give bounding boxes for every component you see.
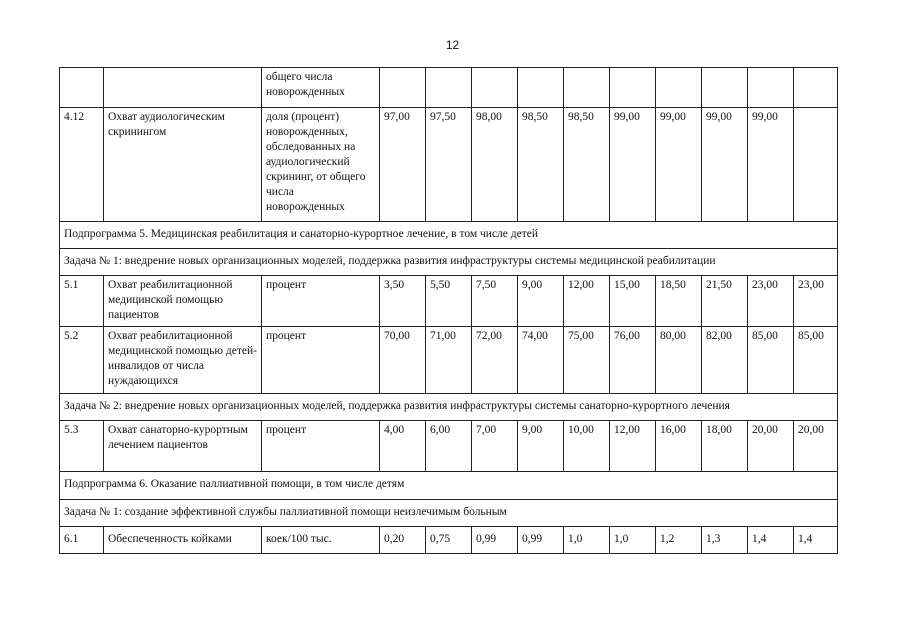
cell-value: 98,50 xyxy=(564,108,610,222)
cell-name: Охват санаторно-курортным лечением пациентов xyxy=(104,421,262,472)
cell-value: 7,50 xyxy=(472,276,518,327)
cell-value: 1,0 xyxy=(610,527,656,554)
subprogram-heading: Подпрограмма 6. Оказание паллиативной помощи, в том числе детям xyxy=(60,472,838,500)
cell-value: 0,75 xyxy=(426,527,472,554)
cell-value: 9,00 xyxy=(518,276,564,327)
cell-value: 18,50 xyxy=(656,276,702,327)
cell-num: 6.1 xyxy=(60,527,104,554)
section-row xyxy=(60,222,838,249)
cell-value: 0,99 xyxy=(472,527,518,554)
cell-value: 1,2 xyxy=(656,527,702,554)
cell-value: 20,00 xyxy=(794,421,838,472)
cell-value: 20,00 xyxy=(748,421,794,472)
table-row xyxy=(60,68,838,108)
cell-value: 99,00 xyxy=(748,108,794,222)
cell-value: 9,00 xyxy=(518,421,564,472)
cell-name: Охват реабилитационной медицинской помощью пациентов xyxy=(104,276,262,327)
cell-value: 76,00 xyxy=(610,327,656,394)
cell-value: 75,00 xyxy=(564,327,610,394)
cell-value: 0,99 xyxy=(518,527,564,554)
table-row xyxy=(60,108,838,222)
cell-value: 71,00 xyxy=(426,327,472,394)
cell-value: 1,3 xyxy=(702,527,748,554)
cell-value: 0,20 xyxy=(380,527,426,554)
cell-value: 99,00 xyxy=(610,108,656,222)
cell-value: 70,00 xyxy=(380,327,426,394)
cell-value: 85,00 xyxy=(748,327,794,394)
cell-value: 1,0 xyxy=(564,527,610,554)
cell-value: 1,4 xyxy=(794,527,838,554)
cell-num: 5.1 xyxy=(60,276,104,327)
section-row xyxy=(60,500,838,527)
table-row xyxy=(60,421,838,472)
cell-value: 98,50 xyxy=(518,108,564,222)
cell-value: 3,50 xyxy=(380,276,426,327)
cell-num: 5.2 xyxy=(60,327,104,394)
cell-value: 23,00 xyxy=(794,276,838,327)
cell-value: 72,00 xyxy=(472,327,518,394)
page-number: 12 xyxy=(445,38,460,52)
cell-num: 4.12 xyxy=(60,108,104,222)
cell-value: 12,00 xyxy=(610,421,656,472)
section-row xyxy=(60,249,838,276)
cell-value: 5,50 xyxy=(426,276,472,327)
cell-value: 97,50 xyxy=(426,108,472,222)
cell-value: 74,00 xyxy=(518,327,564,394)
cell-value: 6,00 xyxy=(426,421,472,472)
cell-name: Охват реабилитационной медицинской помощью детей-инвалидов от числа нуждающихся xyxy=(104,327,262,394)
cell-value: 18,00 xyxy=(702,421,748,472)
task-heading: Задача № 1: внедрение новых организационных моделей, поддержка развития инфраструктуры системы медицинской реабилитации xyxy=(60,249,838,276)
cell-value: 99,00 xyxy=(656,108,702,222)
cell-value: 4,00 xyxy=(380,421,426,472)
cell-value: 82,00 xyxy=(702,327,748,394)
cell-value: 80,00 xyxy=(656,327,702,394)
cell-unit: доля (процент) новорожденных, обследованных на аудиологический скрининг, от общего числа новорожденных xyxy=(262,108,380,222)
cell-unit: общего числа новорожденных xyxy=(262,68,380,108)
cell-name: Обеспеченность койками xyxy=(104,527,262,554)
cell-name: Охват аудиологическим скринингом xyxy=(104,108,262,222)
cell-unit: процент xyxy=(262,276,380,327)
cell-name xyxy=(104,68,262,108)
cell-value: 10,00 xyxy=(564,421,610,472)
cell-value: 23,00 xyxy=(748,276,794,327)
cell-value: 85,00 xyxy=(794,327,838,394)
section-row xyxy=(60,472,838,500)
cell-value: 15,00 xyxy=(610,276,656,327)
cell-value: 98,00 xyxy=(472,108,518,222)
task-heading: Задача № 2: внедрение новых организационных моделей, поддержка развития инфраструктуры системы санаторно-курортного лечения xyxy=(60,394,838,421)
subprogram-heading: Подпрограмма 5. Медицинская реабилитация и санаторно-курортное лечение, в том числе детей xyxy=(60,222,838,249)
table-row xyxy=(60,276,838,327)
cell-value xyxy=(794,108,838,222)
task-heading: Задача № 1: создание эффективной службы паллиативной помощи неизлечимым больным xyxy=(60,500,838,527)
cell-num xyxy=(60,68,104,108)
cell-value: 97,00 xyxy=(380,108,426,222)
table-row xyxy=(60,527,838,554)
cell-value: 16,00 xyxy=(656,421,702,472)
cell-unit: процент xyxy=(262,327,380,394)
cell-value: 1,4 xyxy=(748,527,794,554)
section-row xyxy=(60,394,838,421)
cell-value: 12,00 xyxy=(564,276,610,327)
cell-value: 21,50 xyxy=(702,276,748,327)
cell-unit: процент xyxy=(262,421,380,472)
cell-value: 7,00 xyxy=(472,421,518,472)
indicators-table xyxy=(59,67,838,554)
cell-value: 99,00 xyxy=(702,108,748,222)
cell-num: 5.3 xyxy=(60,421,104,472)
table-row xyxy=(60,327,838,394)
cell-unit: коек/100 тыс. xyxy=(262,527,380,554)
